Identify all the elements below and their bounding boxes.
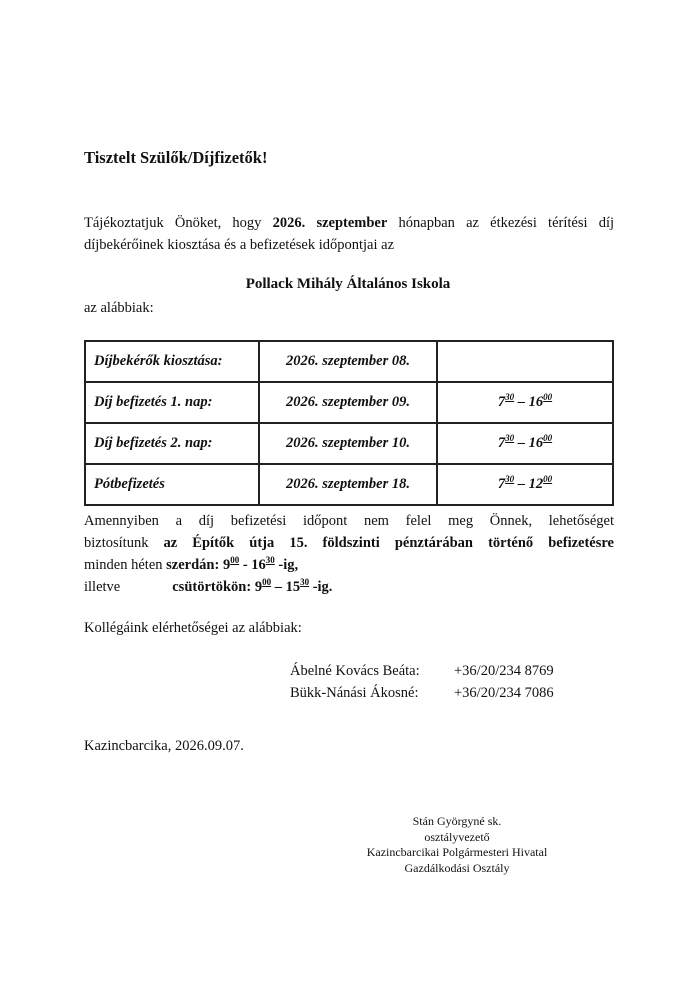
schedule-time: $7^{30} - 12^{00}$	[437, 464, 613, 505]
place-date: Kazincbarcika, 2026.09.07.	[84, 738, 244, 754]
payment-line-4: illetve csütörtökön: $9^{00} - 15^{30}$ -ig.	[84, 577, 333, 595]
schedule-date: 2026. szeptember 09.	[259, 382, 437, 423]
schedule-label: Pótbefizetés	[85, 464, 259, 505]
contact-name: Bükk-Nánási Ákosné:	[290, 685, 419, 701]
intro-paragraph	[84, 212, 614, 256]
contact-name: Ábelné Kovács Beáta:	[290, 663, 420, 679]
schedule-time: $7^{30} - 16^{00}$	[437, 423, 613, 464]
followup-text: az alábbiak:	[84, 300, 154, 316]
payment-line-2: biztosítunk az Építők útja 15. földszinti pénztárában történő befizetésre	[84, 535, 614, 551]
intro-month: 2026. szeptember	[272, 215, 388, 231]
intro-text-2: hónapban az étkezési térítési díj	[387, 215, 615, 231]
schedule-time	[437, 341, 613, 382]
greeting-heading: Tisztelt Szülők/Díjfizetők!	[84, 148, 268, 167]
contacts-intro: Kollégáink elérhetőségei az alábbiak:	[84, 620, 302, 636]
intro-text-1: Tájékoztatjuk Önöket, hogy	[84, 215, 273, 231]
list-item	[290, 682, 554, 704]
contacts-list	[290, 660, 554, 704]
table-row	[85, 423, 613, 464]
table-row	[85, 382, 613, 423]
schedule-label: Díj befizetés 1. nap:	[85, 382, 259, 423]
payment-line-3: minden héten szerdán: $9^{00} - 16^{30}$ -ig,	[84, 555, 299, 573]
payment-paragraph	[84, 510, 614, 598]
payment-line-1: Amennyiben a díj befizetési időpont nem felel meg Önnek, lehetőséget	[84, 513, 614, 529]
schedule-date: 2026. szeptember 08.	[259, 341, 437, 382]
signatory-title: osztályvezető	[424, 829, 490, 844]
schedule-label: Díjbekérők kiosztása:	[85, 341, 259, 382]
contact-phone: +36/20/234 8769	[454, 663, 554, 679]
signatory-org: Kazincbarcikai Polgármesteri Hivatal	[366, 845, 548, 859]
schedule-label: Díj befizetés 2. nap:	[85, 423, 259, 464]
intro-line-2: díjbekérőinek kiosztása és a befizetések időpontjai az	[84, 237, 395, 253]
signatory-dept: Gazdálkodási Osztály	[404, 860, 510, 875]
signatory-name: Stán Györgyné sk.	[412, 814, 502, 828]
list-item	[290, 660, 554, 682]
schedule-date: 2026. szeptember 10.	[259, 423, 437, 464]
schedule-date: 2026. szeptember 18.	[259, 464, 437, 505]
contact-phone: +36/20/234 7086	[454, 685, 554, 701]
schedule-time: $7^{30} - 16^{00}$	[437, 382, 613, 423]
table-row	[85, 464, 613, 505]
school-name: Pollack Mihály Általános Iskola	[245, 276, 451, 292]
signature-block	[352, 814, 562, 876]
table-row	[85, 341, 613, 382]
schedule-table	[84, 340, 614, 506]
